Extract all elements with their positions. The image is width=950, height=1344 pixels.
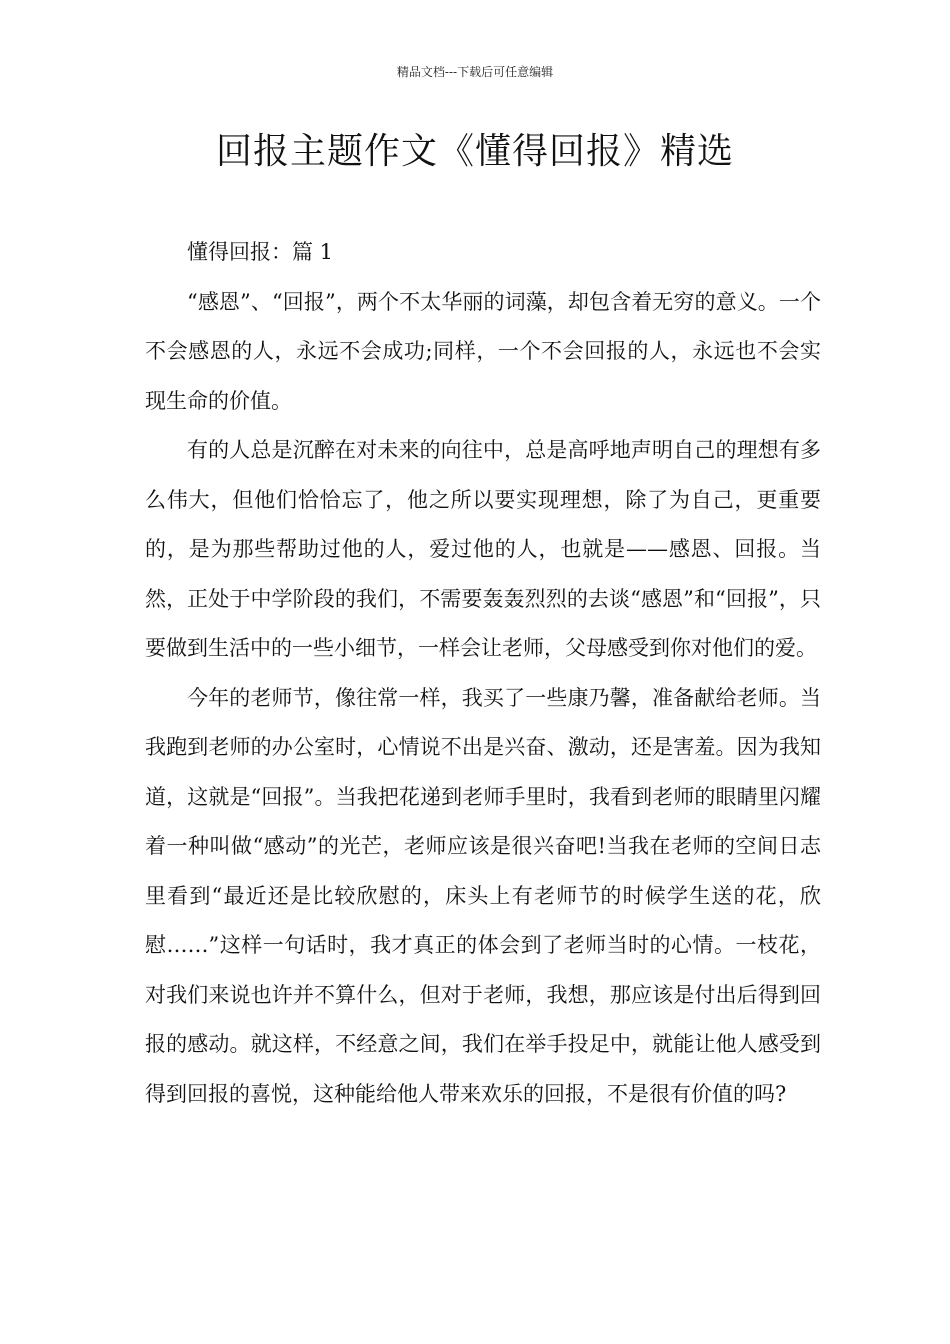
paragraph: “感恩”、“回报”，两个不太华丽的词藻，却包含着无穷的意义。一个不会感恩的人，永远不会成功;同样，一个不会回报的人，永远也不会实现生命的价值。 [145, 289, 821, 413]
document-body [145, 228, 821, 1119]
section-heading: 懂得回报：篇 1 [187, 240, 334, 264]
document-title: 回报主题作文《懂得回报》精选 [215, 131, 734, 172]
paragraph: 今年的老师节，像往常一样，我买了一些康乃馨，准备献给老师。当我跑到老师的办公室时，心情说不出是兴奋、激动，还是害羞。因为我知道，这就是“回报”。当我把花递到老师手里时，我看到老师的眼睛里闪耀着一种叫做“感动”的光芒，老师应该是很兴奋吧!当我在老师的空间日志里看到“最近还是比较欣慰的，床头上有老师节的时候学生送的花，欣慰……”这样一句话时，我才真正的体会到了老师当时的心情。一枝花，对我们来说也许并不算什么，但对于老师，我想，那应该是付出后得到回报的感动。就这样，不经意之间，我们在举手投足中，就能让他人感受到得到回报的喜悦，这种能给他人带来欢乐的回报，不是很有价值的吗? [145, 685, 821, 1106]
paragraph: 有的人总是沉醉在对未来的向往中，总是高呼地声明自己的理想有多么伟大，但他们恰恰忘了，他之所以要实现理想，除了为自己，更重要的，是为那些帮助过他的人，爱过他的人，也就是——感恩、回报。当然，正处于中学阶段的我们，不需要轰轰烈烈的去谈“感恩”和“回报”，只要做到生活中的一些小细节，一样会让老师，父母感受到你对他们的爱。 [145, 438, 821, 660]
header-note: 精品文档---下载后可任意编辑 [396, 65, 554, 79]
